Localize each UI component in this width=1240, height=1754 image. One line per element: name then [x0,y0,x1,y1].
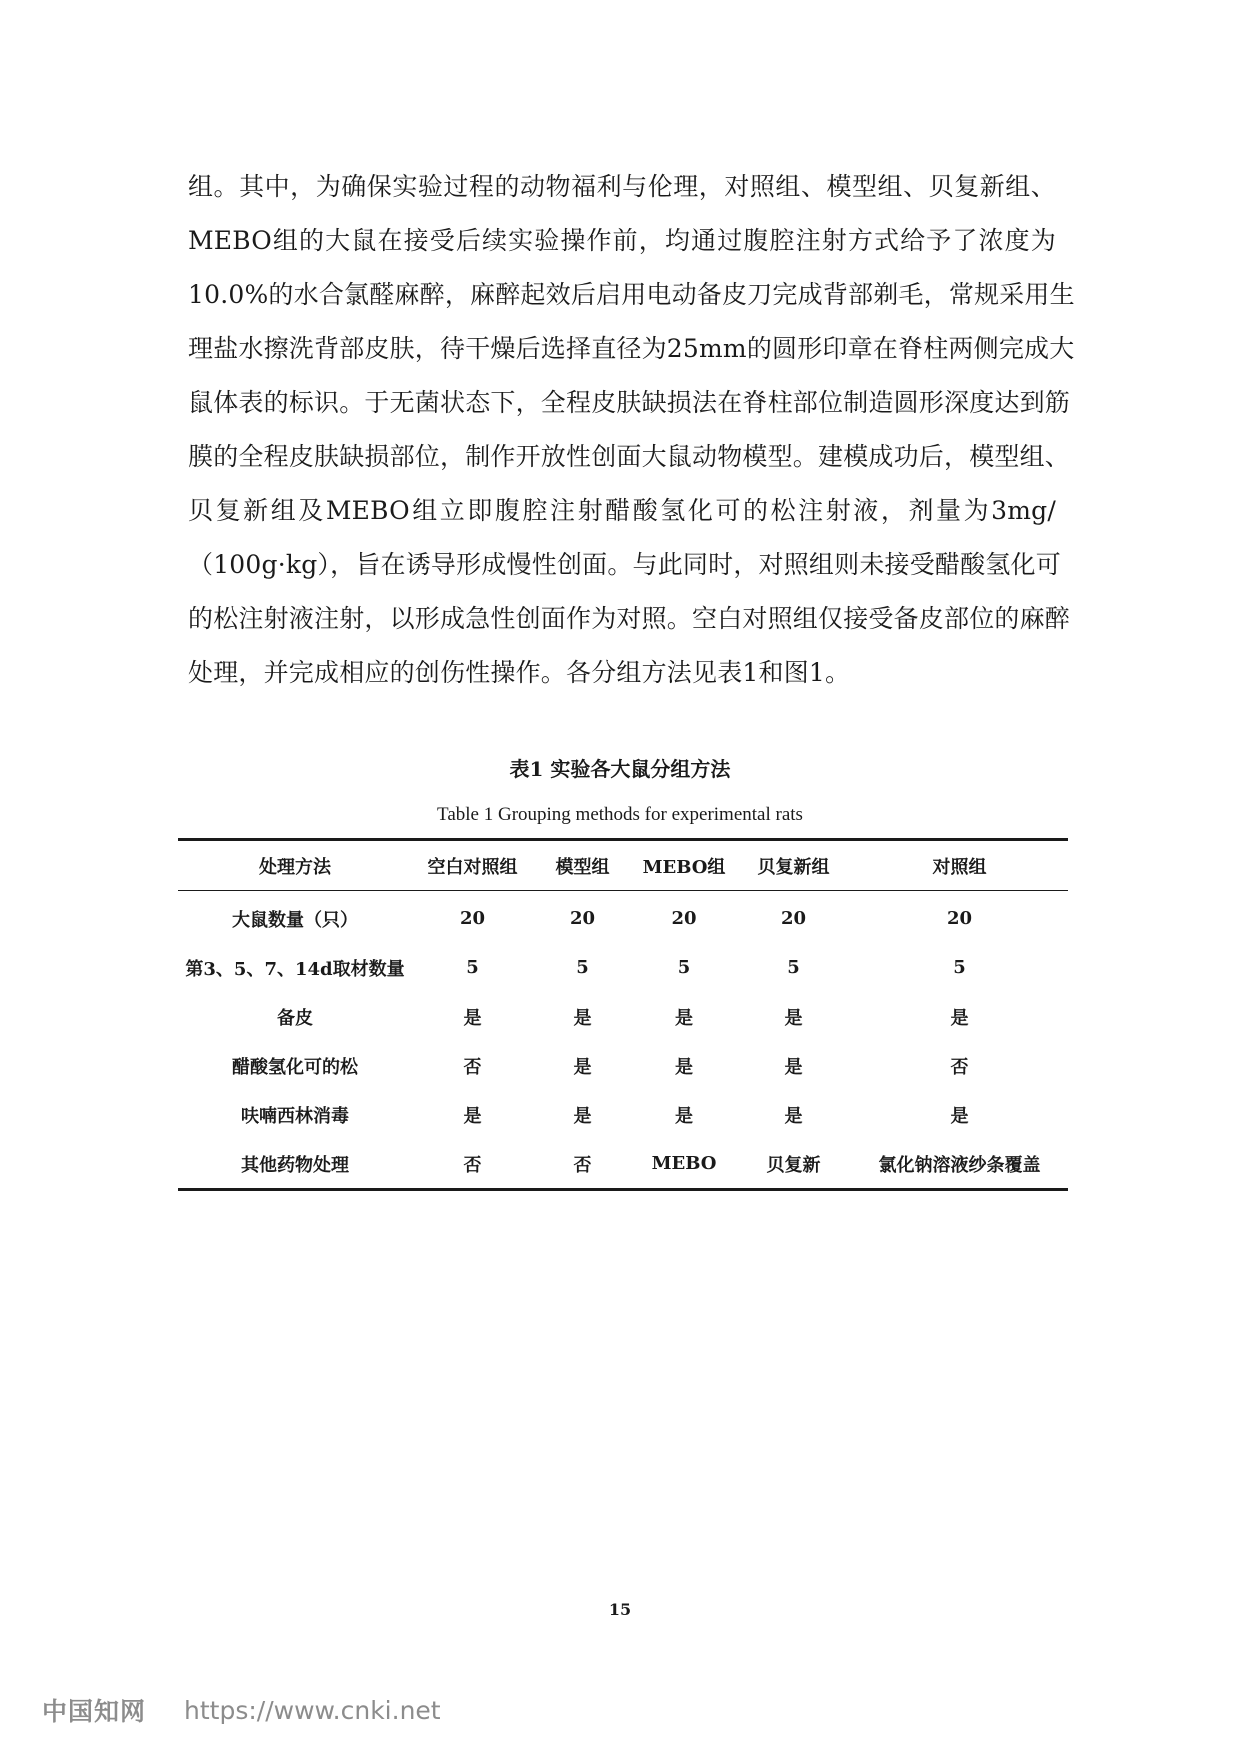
table-cell: 醋酸氢化可的松 [232,1056,358,1078]
table-row [178,943,1068,992]
table-cell: 5 [787,957,800,978]
table-row [178,1139,1068,1190]
table-cell: 其他药物处理 [241,1154,349,1176]
source-url: https://www.cnki.net [184,1695,441,1725]
watermark-footer [42,1690,441,1730]
table-cell: 备皮 [277,1007,313,1029]
page-number: 15 [608,1600,632,1619]
paragraph-line: MEBO组的大鼠在接受后续实验操作前，均通过腹腔注射方式给予了浓度为 [188,226,1056,255]
table-row [178,1041,1068,1090]
table-header-cell: 模型组 [555,856,610,878]
table-row [178,1090,1068,1139]
table-header-cell: 贝复新组 [757,856,830,878]
table-row [178,992,1068,1041]
table-cell: 否 [950,1056,969,1078]
table-cell: 20 [459,908,486,929]
table-cell: 是 [675,1007,693,1029]
paragraph-line: 鼠体表的标识。于无菌状态下，全程皮肤缺损法在脊柱部位制造圆形深度达到筋 [188,388,1071,417]
paragraph-line: 的松注射液注射，以形成急性创面作为对照。空白对照组仅接受备皮部位的麻醉 [188,604,1071,633]
table-caption-english: Table 1 Grouping methods for experimental rats [437,804,803,825]
table-cell: 5 [576,957,589,978]
table-cell: 否 [463,1154,482,1176]
paragraph-line: 处理，并完成相应的创伤性操作。各分组方法见表1和图1。 [188,658,851,687]
paragraph-line: 理盐水擦洗背部皮肤，待干燥后选择直径为25mm的圆形印章在脊柱两侧完成大 [188,334,1075,363]
cnki-logo: 中国知网 [42,1697,147,1726]
table-cell: 20 [569,908,596,929]
table-cell: 是 [463,1007,482,1029]
paragraph-line: 膜的全程皮肤缺损部位，制作开放性创面大鼠动物模型。建模成功后，模型组、 [188,442,1071,471]
table-cell: 是 [573,1056,592,1078]
table-cell: 是 [784,1105,803,1127]
table-header-row [178,840,1068,891]
table-cell: 20 [946,908,973,929]
table-header-cell: 处理方法 [259,856,331,878]
paragraph-line: 贝复新组及MEBO组立即腹腔注射醋酸氢化可的松注射液，剂量为3mg/ [188,496,1056,525]
table-cell: 是 [463,1105,482,1127]
table-header-cell: 空白对照组 [427,856,518,878]
table-cell: 20 [780,908,807,929]
table-cell: 是 [573,1007,592,1029]
table-cell: 呋喃西林消毒 [241,1105,349,1127]
paragraph-line: 10.0%的水合氯醛麻醉，麻醉起效后启用电动备皮刀完成背部剃毛，常规采用生 [188,280,1075,309]
paragraph-line: （100g·kg），旨在诱导形成慢性创面。与此同时，对照组则未接受醋酸氢化可 [188,550,1061,579]
table-header-cell: 对照组 [932,856,987,878]
paragraph-line: 组。其中，为确保实验过程的动物福利与伦理，对照组、模型组、贝复新组、 [188,172,1056,201]
table-cell: 是 [675,1105,693,1127]
table-cell: 是 [950,1105,969,1127]
grouping-table [178,838,1068,1191]
table-cell: 否 [463,1056,482,1078]
table-header-cell: MEBO组 [642,856,726,878]
table-caption-chinese: 表1 实验各大鼠分组方法 [509,757,731,781]
table-cell: MEBO [651,1153,717,1174]
table-row [178,891,1068,944]
table-cell: 贝复新 [766,1154,821,1176]
table-cell: 大鼠数量（只） [232,909,358,931]
table-cell: 5 [677,957,691,978]
body-paragraph [188,160,1075,700]
table-cell: 是 [784,1056,803,1078]
table-cell: 氯化钠溶液纱条覆盖 [878,1154,1041,1176]
table-cell: 否 [573,1154,592,1176]
table-cell: 5 [953,957,966,978]
table-cell: 第3、5、7、14d取材数量 [185,958,405,980]
table-cell: 是 [675,1056,693,1078]
table-cell: 是 [573,1105,592,1127]
table-cell: 是 [950,1007,969,1029]
table-cell: 是 [784,1007,803,1029]
table-cell: 5 [466,957,479,978]
table-cell: 20 [671,908,697,929]
